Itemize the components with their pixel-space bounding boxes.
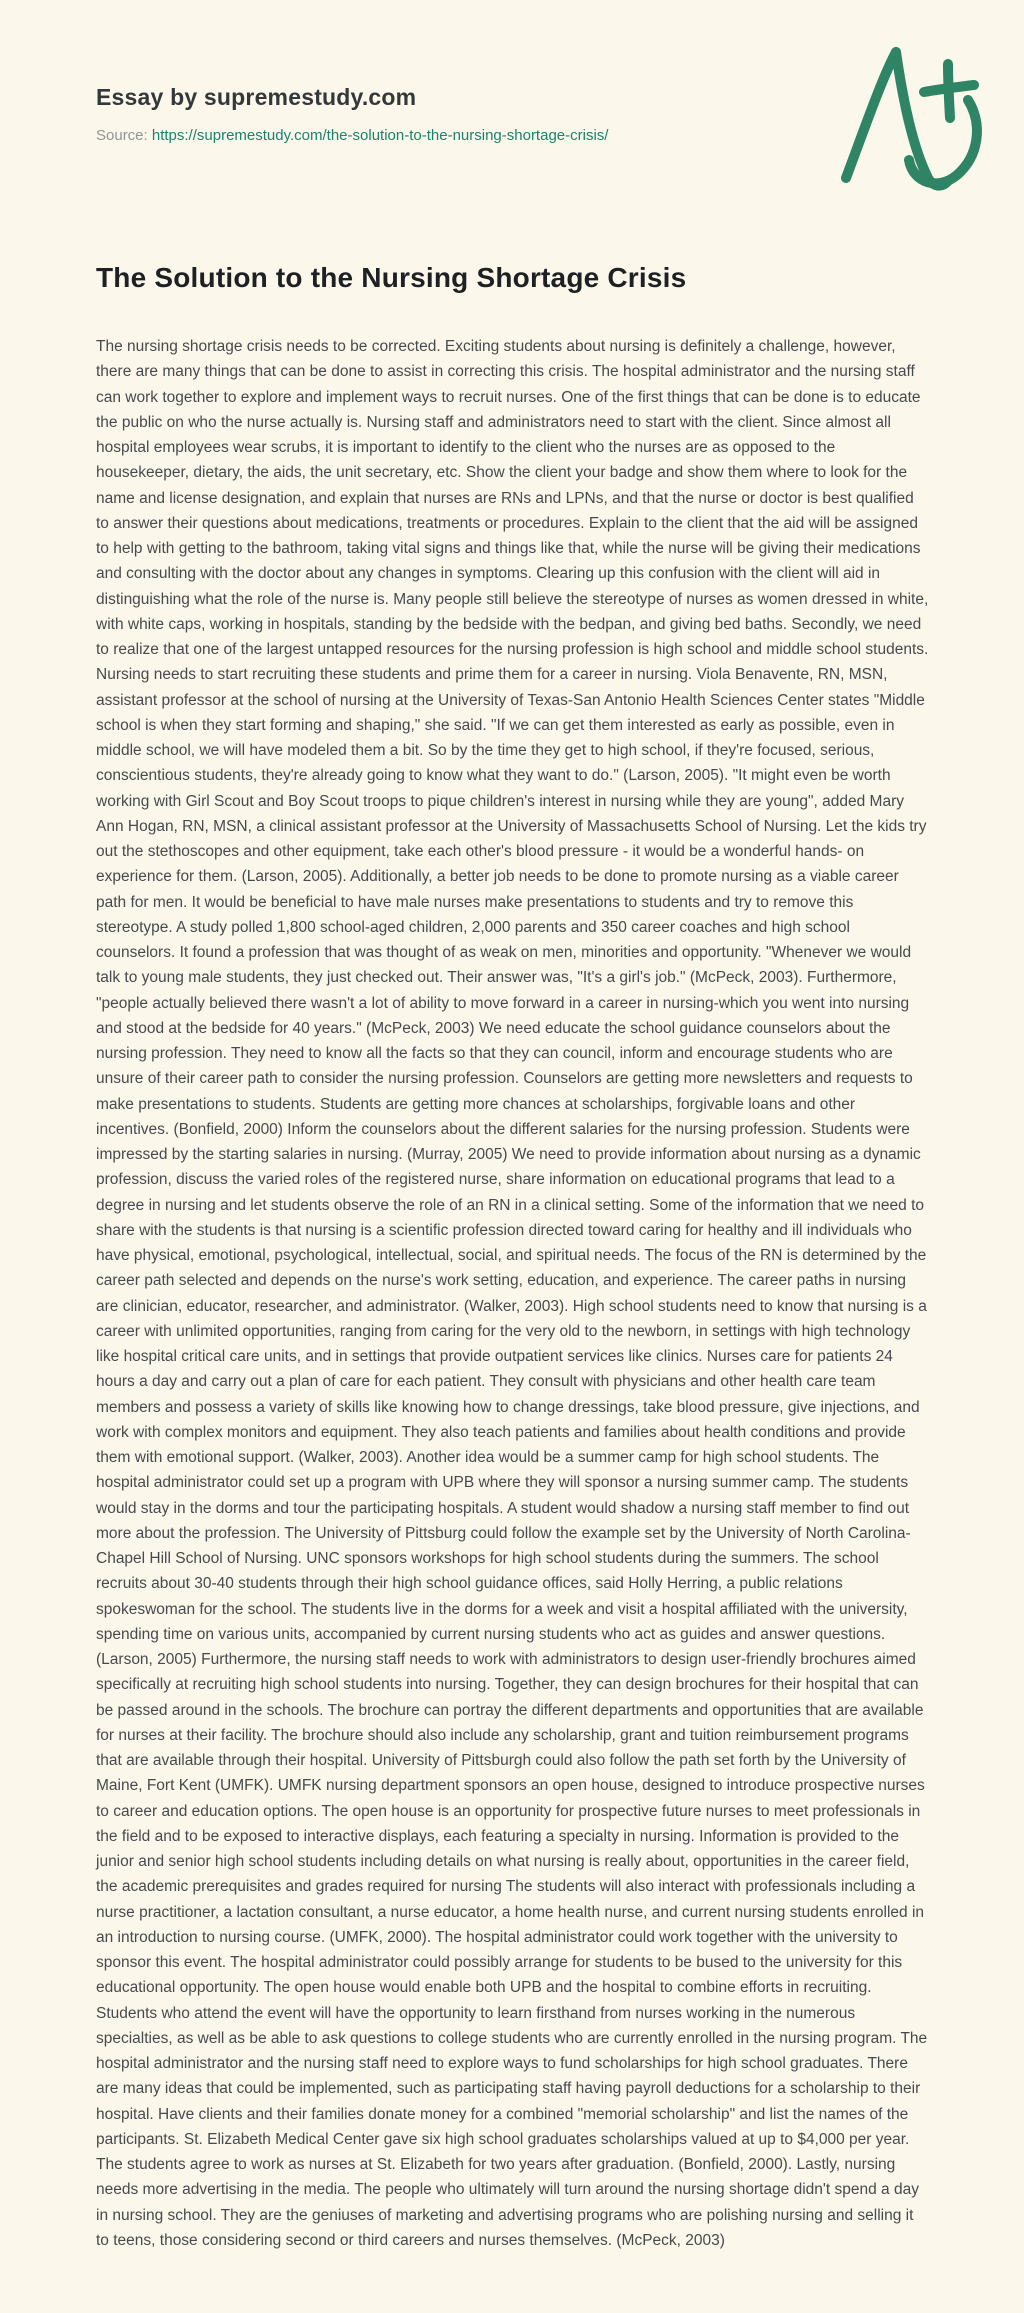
document-header (96, 84, 930, 144)
site-attribution-title: Essay by supremestudy.com (96, 84, 417, 110)
source-link[interactable]: https://supremestudy.com/the-solution-to-the-nursing-shortage-crisis/ (151, 127, 609, 144)
essay-body-text: The nursing shortage crisis needs to be corrected. Exciting students about nursing is definitely a challenge, however, there are many things that can be done to assist in correcting this crisis. The hospital administrator and the nursing staff can work together to explore and implement ways to recruit nurses. One of the first things that can be done is to educate the public on who the nurse actually is. Nursing staff and administrators need to start with the client. Since almost all hospital employees wear scrubs, it is important to identify to the client who the nurses are as opposed to the housekeeper, dietary, the aids, the unit secretary, etc. Show the client your badge and show them where to look for the name and license designation, and explain that nurses are RNs and LPNs, and that the nurse or doctor is best qualified to answer their questions about medications, treatments or procedures. Explain to the client that the aid will be assigned to help with getting to the bathroom, taking vital signs and things like that, while the nurse will be giving their medications and consulting with the doctor about any changes in symptoms. Clearing up this confusion with the client will aid in distinguishing what the role of the nurse is. Many people still believe the stereotype of nurses as women dressed in white, with white caps, working in hospitals, standing by the bedside with the bedpan, and giving bed baths. Secondly, we need to realize that one of the largest untapped resources for the nursing profession is high school and middle school students. Nursing needs to start recruiting these students and prime them for a career in nursing. Viola Benavente, RN, MSN, assistant professor at the school of nursing at the University of Texas-San Antonio Health Sciences Center states "Middle school is when they start forming and shaping," she said. "If we can get them interested as early as possible, even in middle school, we will have modeled them a bit. So by the time they get to high school, if they're focused, serious, conscientious students, they're already going to know what they want to do." (Larson, 2005). "It might even be worth working with Girl Scout and Boy Scout troops to pique children's interest in nursing while they are young", added Mary Ann Hogan, RN, MSN, a clinical assistant professor at the University of Massachusetts School of Nursing. Let the kids try out the stethoscopes and other equipment, take each other's blood pressure - it would be a wonderful hands- on experience for them. (Larson, 2005). Additionally, a better job needs to be done to promote nursing as a viable career path for men. It would be beneficial to have male nurses make presentations to students and try to remove this stereotype. A study polled 1,800 school-aged children, 2,000 parents and 350 career coaches and high school counselors. It found a profession that was thought of as weak on men, minorities and opportunity. "Whenever we would talk to young male students, they just checked out. Their answer was, "It's a girl's job." (McPeck, 2003). Furthermore, "people actually believed there wasn't a lot of ability to move forward in a career in nursing-which you went into nursing and stood at the bedside for 40 years." (McPeck, 2003) We need educate the school guidance counselors about the nursing profession. They need to know all the facts so that they can council, inform and encourage students who are unsure of their career path to consider the nursing profession. Counselors are getting more newsletters and requests to make presentations to students. Students are getting more chances at scholarships, forgivable loans and other incentives. (Bonfield, 2000) Inform the counselors about the different salaries for the nursing profession. Students were impressed by the starting salaries in nursing. (Murray, 2005) We need to provide information about nursing as a dynamic profession, discuss the varied roles of the registered nurse, share information on educational programs that lead to a degree in nursing and let students observe the role of an RN in a clinical setting. Some of the information that we need to share with the students is that nursing is a scientific profession directed toward caring for healthy and ill individuals who have physical, emotional, psychological, intellectual, social, and spiritual needs. The focus of the RN is determined by the career path selected and depends on the nurse's work setting, education, and experience. The career paths in nursing are clinician, educator, researcher, and administrator. (Walker, 2003). High school students need to know that nursing is a career with unlimited opportunities, ranging from caring for the very old to the newborn, in settings with high technology like hospital critical care units, and in settings that provide outpatient services like clinics. Nurses care for patients 24 hours a day and carry out a plan of care for each patient. They consult with physicians and other health care team members and possess a variety of skills like knowing how to change dressings, take blood pressure, give injections, and work with complex monitors and equipment. They also teach patients and families about health conditions and provide them with emotional support. (Walker, 2003). Another idea would be a summer camp for high school students. The hospital administrator could set up a program with UPB where they will sponsor a nursing summer camp. The students would stay in the dorms and tour the participating hospitals. A student would shadow a nursing staff member to find out more about the profession. The University of Pittsburg could follow the example set by the University of North Carolina-Chapel Hill School of Nursing. UNC sponsors workshops for high school students during the summers. The school recruits about 30-40 students through their high school guidance offices, said Holly Herring, a public relations spokeswoman for the school. The students live in the dorms for a week and visit a hospital affiliated with the university, spending time on various units, accompanied by current nursing students who act as guides and answer questions. (Larson, 2005) Furthermore, the nursing staff needs to work with administrators to design user-friendly brochures aimed specifically at recruiting high school students into nursing. Together, they can design brochures for their hospital that can be passed around in the schools. The brochure can portray the different departments and opportunities that are available for nurses at their facility. The brochure should also include any scholarship, grant and tuition reimbursement programs that are available through their hospital. University of Pittsburgh could also follow the path set forth by the University of Maine, Fort Kent (UMFK). UMFK nursing department sponsors an open house, designed to introduce prospective nurses to career and education options. The open house is an opportunity for prospective future nurses to meet professionals in the field and to be exposed to interactive displays, each featuring a specialty in nursing. Information is provided to the junior and senior high school students including details on what nursing is really about, opportunities in the career field, the academic prerequisites and grades required for nursing The students will also interact with professionals including a nurse practitioner, a lactation consultant, a nurse educator, a home health nurse, and current nursing students enrolled in an introduction to nursing course. (UMFK, 2000). The hospital administrator could work together with the university to sponsor this event. The hospital administrator could possibly arrange for students to be bused to the university for this educational opportunity. The open house would enable both UPB and the hospital to combine efforts in recruiting. Students who attend the event will have the opportunity to learn firsthand from nurses working in the numerous specialties, as well as be able to ask questions to college students who are currently enrolled in the nursing program. The hospital administrator and the nursing staff need to explore ways to fund scholarships for high school graduates. There are many ideas that could be implemented, such as participating staff having payroll deductions for a scholarship to their hospital. Have clients and their families donate money for a combined "memorial scholarship" and list the names of the participants. St. Elizabeth Medical Center gave six high school graduates scholarships valued at up to $4,000 per year. The students agree to work as nurses at St. Elizabeth for two years after graduation. (Bonfield, 2000). Lastly, nursing needs more advertising in the media. The people who ultimately will turn around the nursing shortage didn't spend a day in nursing school. They are the geniuses of marketing and advertising programs who are polishing nursing and selling it to teens, those considering second or third careers and nurses themselves. (McPeck, 2003) (96, 338, 929, 2249)
a-plus-logo-icon (836, 38, 986, 198)
source-label: Source: (96, 127, 148, 144)
source-line (96, 127, 930, 144)
essay-title: The Solution to the Nursing Shortage Crisis (96, 262, 687, 293)
